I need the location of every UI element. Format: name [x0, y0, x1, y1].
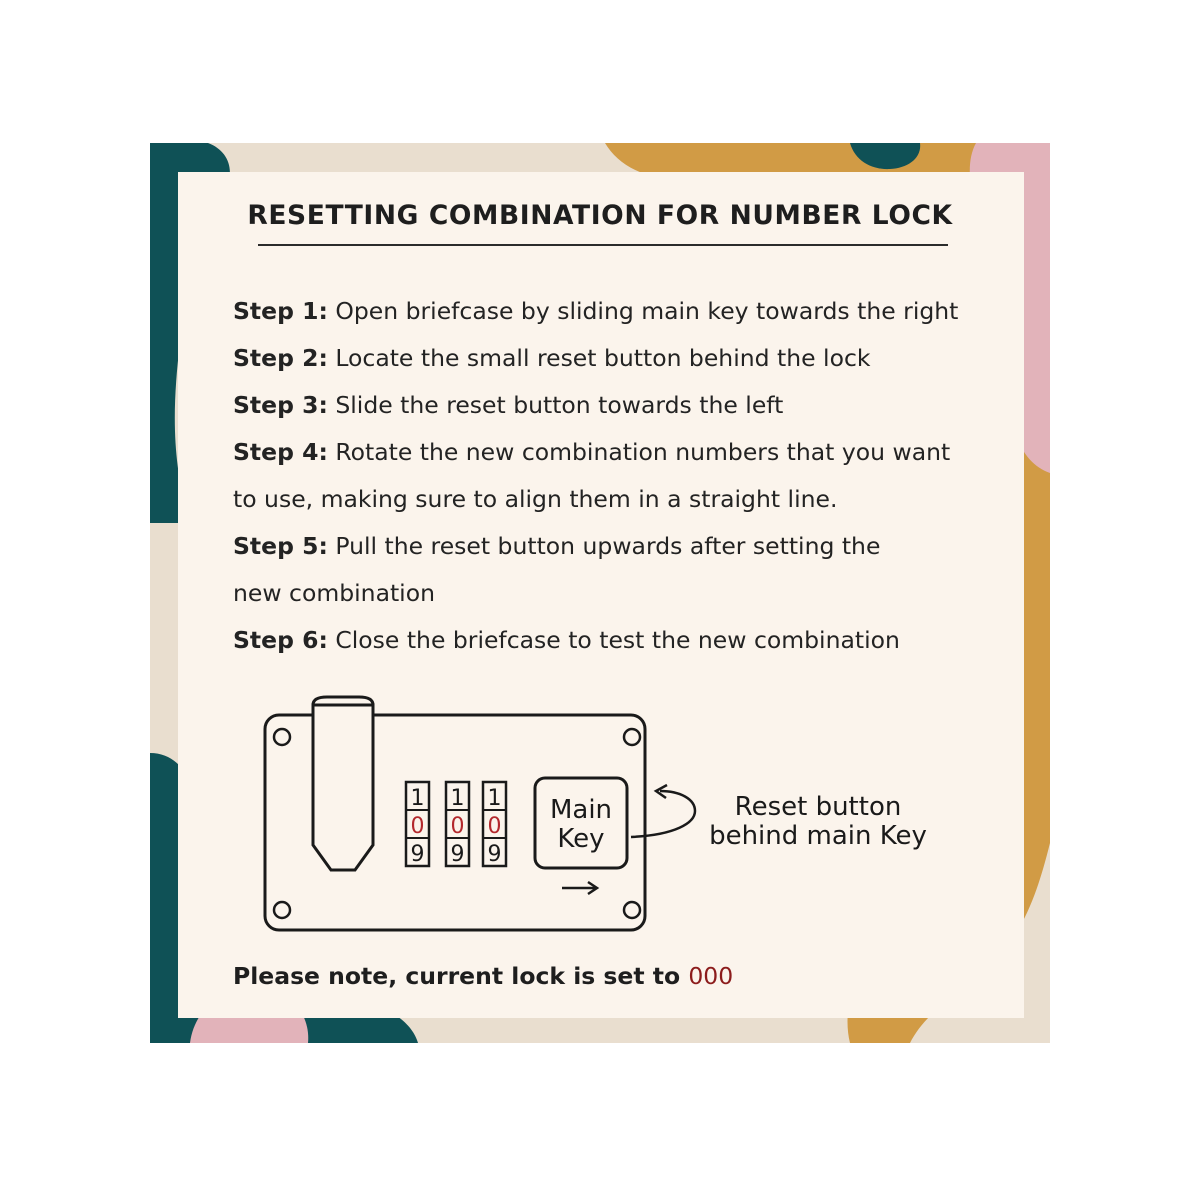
step-text: Pull the reset button upwards after setting the	[335, 532, 881, 560]
dial-digit-bottom: 9	[450, 842, 465, 867]
step-3	[233, 382, 1023, 429]
reset-label-line1: Reset button	[734, 792, 902, 822]
main-key-label-line2: Key	[557, 824, 605, 854]
dial-2	[446, 782, 469, 867]
dial-digit-middle: 0	[487, 814, 502, 839]
step-text: Locate the small reset button behind the lock	[335, 344, 871, 372]
latch-icon	[313, 705, 373, 870]
step-5-continued: new combination	[233, 579, 435, 607]
step-text: Rotate the new combination numbers that you want	[335, 438, 951, 466]
reset-button-label	[698, 793, 938, 851]
step-4	[233, 429, 1023, 476]
dial-digit-bottom: 9	[487, 842, 502, 867]
dial-digit-top: 1	[410, 786, 425, 811]
step-label: Step 1:	[233, 297, 328, 325]
step-text: Close the briefcase to test the new combination	[335, 626, 900, 654]
note-text: Please note, current lock is set to	[233, 962, 689, 990]
step-label: Step 2:	[233, 344, 328, 372]
title-underline	[258, 244, 948, 246]
step-label: Step 4:	[233, 438, 328, 466]
dial-3	[483, 782, 506, 867]
page-title: RESETTING COMBINATION FOR NUMBER LOCK	[247, 200, 953, 231]
main-key-label-line1: Main	[549, 795, 613, 825]
dial-digit-middle: 0	[410, 814, 425, 839]
step-4-continued: to use, making sure to align them in a straight line.	[233, 485, 838, 513]
step-6	[233, 617, 1023, 664]
step-2	[233, 335, 1023, 382]
dial-digit-top: 1	[450, 786, 465, 811]
steps-list	[233, 288, 1023, 664]
dial-digit-middle: 0	[450, 814, 465, 839]
step-1	[233, 288, 1023, 335]
step-text: Slide the reset button towards the left	[335, 391, 784, 419]
step-text: Open briefcase by sliding main key towards the right	[335, 297, 959, 325]
reset-label-line2: behind main Key	[709, 821, 927, 851]
dial-1	[406, 782, 429, 867]
lock-note	[233, 962, 733, 990]
dial-digit-bottom: 9	[410, 842, 425, 867]
step-5	[233, 523, 1023, 570]
dial-digit-top: 1	[487, 786, 502, 811]
step-label: Step 5:	[233, 532, 328, 560]
step-label: Step 3:	[233, 391, 328, 419]
step-label: Step 6:	[233, 626, 328, 654]
lock-diagram	[255, 695, 705, 945]
current-code: 000	[688, 962, 734, 990]
